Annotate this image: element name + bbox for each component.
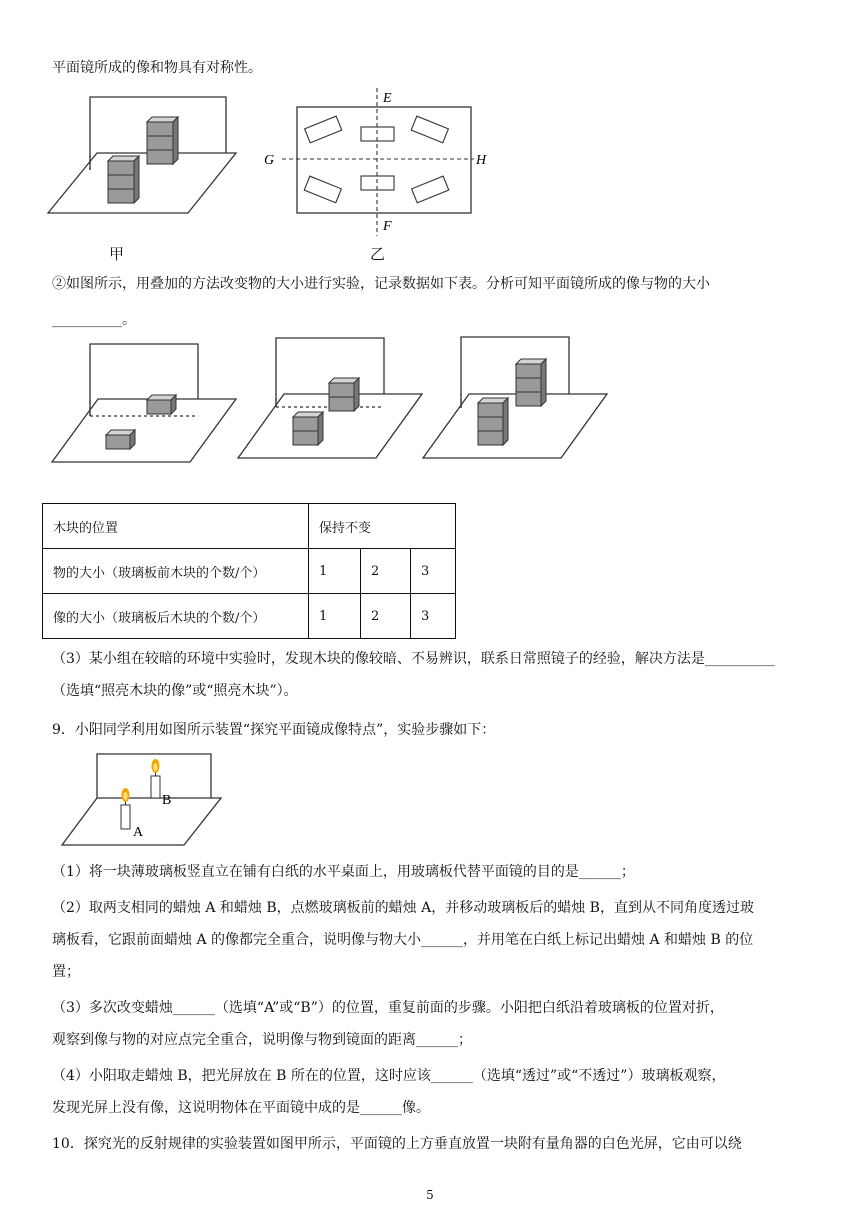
candle-a bbox=[121, 788, 130, 829]
page-number: 5 bbox=[426, 1188, 434, 1202]
question-9-step-2-line-2: 璃板看，它跟前面蜡烛 A 的像都完全重合，说明像与物大小______，并用笔在白纸上标记出蜡烛 A 和蜡烛 B 的位 bbox=[52, 932, 754, 948]
table-cell: 物的大小（玻璃板前木块的个数/个） bbox=[43, 549, 309, 594]
question-9-step-3-line-2: 观察到像与物的对应点完全重合，说明像与物到镜面的距离______； bbox=[52, 1032, 472, 1048]
figure-yi-label: 乙 bbox=[370, 245, 386, 263]
question-9-step-4-line-1: （4）小阳取走蜡烛 B，把光屏放在 B 所在的位置，这时应该______（选填“透过”或“不透过”）玻璃板观察， bbox=[52, 1068, 726, 1084]
table-cell: 木块的位置 bbox=[43, 504, 309, 549]
data-table bbox=[42, 503, 456, 639]
question-9-step-2-line-1: （2）取两支相同的蜡烛 A 和蜡烛 B，点燃玻璃板前的蜡烛 A，并移动玻璃板后的蜡烛 B，直到从不同角度透过玻 bbox=[52, 900, 754, 916]
label-e: E bbox=[383, 91, 392, 106]
candle-a-label: A bbox=[133, 825, 144, 840]
table-cell: 2 bbox=[361, 594, 411, 639]
table-cell: 像的大小（玻璃板后木块的个数/个） bbox=[43, 594, 309, 639]
table-cell: 1 bbox=[309, 549, 361, 594]
table-cell: 3 bbox=[411, 549, 456, 594]
table-row bbox=[43, 594, 456, 639]
block-stack-back bbox=[147, 117, 178, 164]
question-9-step-3-line-1: （3）多次改变蜡烛______（选填“A”或“B”）的位置，重复前面的步骤。小阳把白纸沿着玻璃板的位置对折， bbox=[52, 1000, 724, 1016]
figure-jia-label: 甲 bbox=[109, 245, 125, 263]
question-9-step-1: （1）将一块薄玻璃板竖直立在铺有白纸的水平桌面上，用玻璃板代替平面镜的目的是______； bbox=[52, 864, 635, 880]
table-cell: 1 bbox=[309, 594, 361, 639]
text-line-symmetry: 平面镜所成的像和物具有对称性。 bbox=[52, 60, 262, 76]
question-3-line-1: （3）某小组在较暗的环境中实验时，发现木块的像较暗、不易辨识，联系日常照镜子的经验，解决方法是__________ bbox=[52, 651, 775, 667]
question-9-step-4-line-2: 发现光屏上没有像，这说明物体在平面镜中成的是______像。 bbox=[52, 1100, 430, 1116]
candle-b-label: B bbox=[162, 793, 172, 808]
label-h: H bbox=[476, 153, 487, 168]
label-f: F bbox=[383, 219, 392, 234]
question-9-step-2-line-3: 置； bbox=[52, 964, 80, 980]
label-g: G bbox=[264, 153, 275, 168]
table-row bbox=[43, 549, 456, 594]
setup-three-blocks bbox=[423, 337, 607, 458]
figure-candles bbox=[62, 752, 232, 852]
table-cell: 2 bbox=[361, 549, 411, 594]
figure-stacking-setups bbox=[50, 334, 610, 464]
figure-jia bbox=[48, 95, 248, 225]
setup-one-block bbox=[52, 344, 236, 462]
table-cell: 3 bbox=[411, 594, 456, 639]
block-stack-front bbox=[108, 156, 139, 203]
candle-b bbox=[151, 759, 160, 798]
question-3-line-2: （选填“照亮木块的像”或“照亮木块”）。 bbox=[52, 683, 298, 699]
question-10-line-1: 10．探究光的反射规律的实验装置如图甲所示，平面镜的上方垂直放置一块附有量角器的白色光屏，它由可以绕 bbox=[52, 1136, 742, 1152]
table-row bbox=[43, 504, 456, 549]
text-line-stacking-method: ②如图所示，用叠加的方法改变物的大小进行实验，记录数据如下表。分析可知平面镜所成的像与物的大小 bbox=[52, 276, 710, 292]
table-cell: 保持不变 bbox=[309, 504, 456, 549]
text-line-blank: __________。 bbox=[52, 312, 136, 328]
figure-yi bbox=[262, 86, 502, 256]
question-9-title: 9．小阳同学利用如图所示装置“探究平面镜成像特点”，实验步骤如下： bbox=[52, 722, 496, 738]
